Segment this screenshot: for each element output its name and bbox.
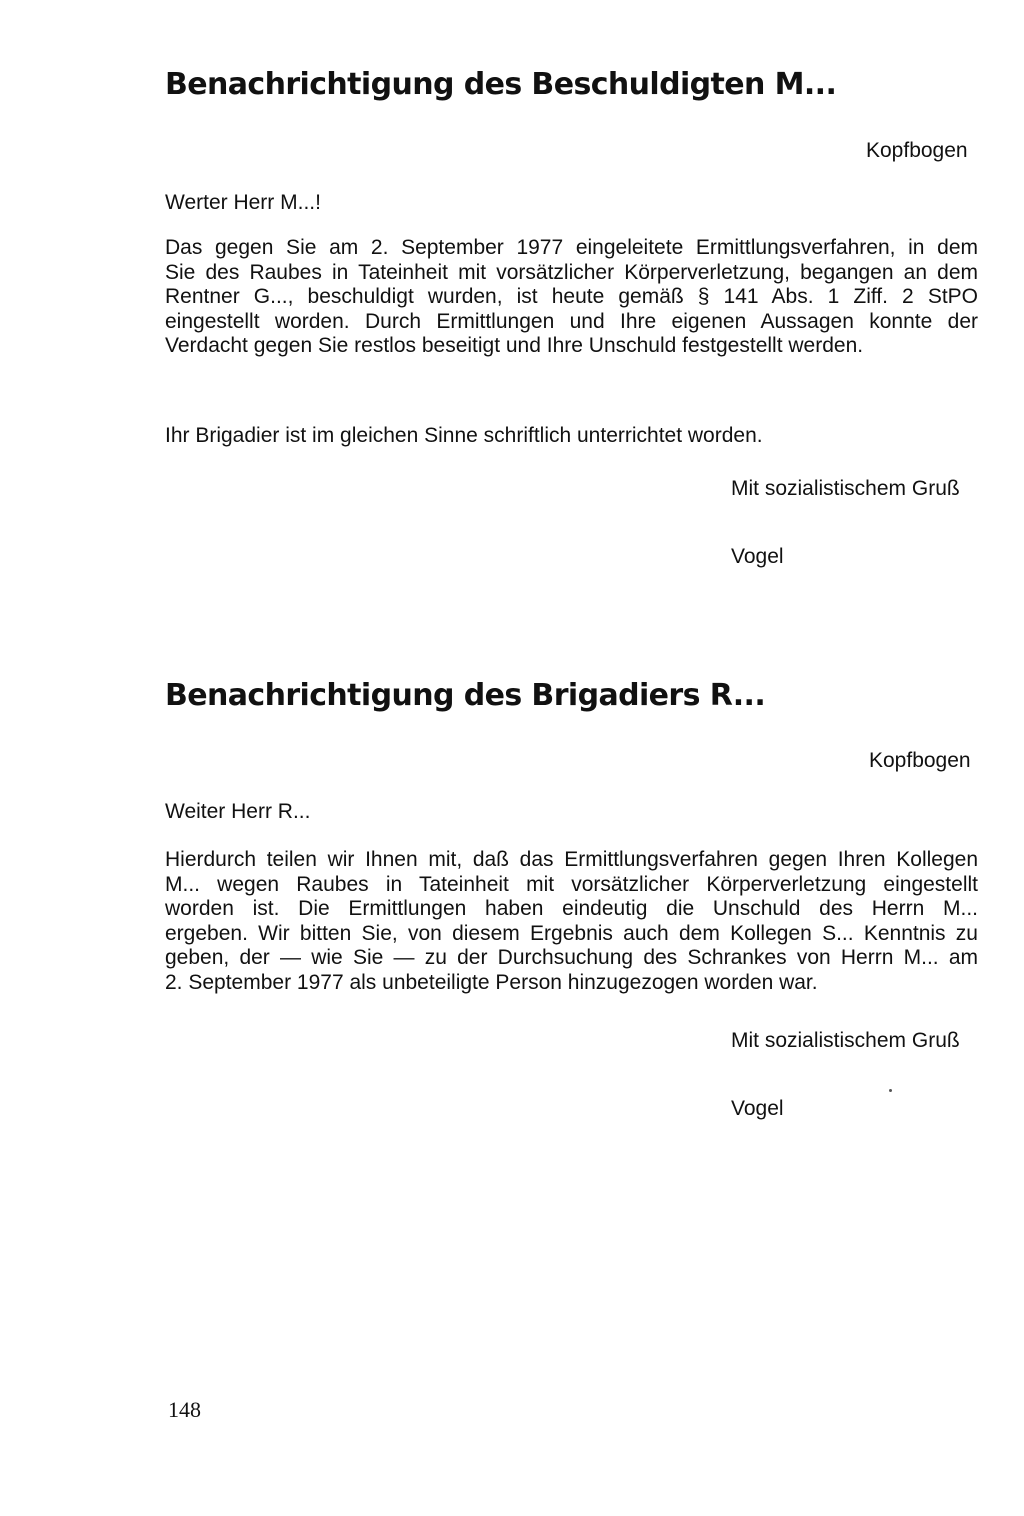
scan-speck [889, 1089, 892, 1092]
letter1-paragraph1-line: Rentner G..., beschuldigt wurden, ist heute gemäß § 141 Abs. 1 Ziff. 2 StPO [165, 285, 978, 308]
letter2-paragraph [165, 848, 978, 995]
letter2-closing: Mit sozialistischem Gruß [731, 1029, 960, 1052]
letter2-paragraph-line: M... wegen Raubes in Tateinheit mit vorsätzlicher Körperverletzung eingestellt [165, 872, 978, 896]
letter1-header-note: Kopfbogen [866, 139, 968, 162]
letter1-paragraph1-line: Das gegen Sie am 2. September 1977 eingeleitete Ermittlungsverfahren, in dem [165, 236, 978, 259]
letter1-paragraph2 [165, 424, 978, 449]
letter1-paragraph1-line: Sie des Raubes in Tateinheit mit vorsätzlicher Körperverletzung, begangen an dem [165, 260, 978, 284]
letter1-paragraph1 [165, 236, 978, 359]
letter1-closing: Mit sozialistischem Gruß [731, 477, 960, 500]
letter2-header-note: Kopfbogen [869, 749, 971, 772]
letter1-heading: Benachrichtigung des Beschuldigten M... [165, 67, 837, 102]
letter1-paragraph1-line: Verdacht gegen Sie restlos beseitigt und Ihre Unschuld festgestellt werden. [165, 334, 864, 357]
letter2-salutation: Weiter Herr R... [165, 800, 311, 823]
letter2-paragraph-line: ergeben. Wir bitten Sie, von diesem Ergebnis auch dem Kollegen S... Kenntnis zu [165, 921, 978, 945]
letter2-paragraph-line: 2. September 1977 als unbeteiligte Person hinzugezogen worden war. [165, 970, 818, 994]
letter2-paragraph-line: Hierdurch teilen wir Ihnen mit, daß das Ermittlungsverfahren gegen Ihren Kollegen [165, 848, 978, 871]
letter2-heading: Benachrichtigung des Brigadiers R... [165, 678, 766, 713]
page-number: 148 [168, 1397, 201, 1422]
letter1-signature: Vogel [731, 545, 784, 568]
letter2-paragraph-line: geben, der — wie Sie — zu der Durchsuchung des Schrankes von Herrn M... am [165, 946, 978, 969]
letter1-paragraph2-line: Ihr Brigadier ist im gleichen Sinne schriftlich unterrichtet worden. [165, 424, 763, 447]
letter2-paragraph-line: worden ist. Die Ermittlungen haben eindeutig die Unschuld des Herrn M... [165, 897, 978, 920]
letter1-paragraph1-line: eingestellt worden. Durch Ermittlungen und Ihre eigenen Aussagen konnte der [165, 309, 978, 333]
letter1-salutation: Werter Herr M...! [165, 191, 321, 214]
letter2-signature: Vogel [731, 1097, 784, 1120]
